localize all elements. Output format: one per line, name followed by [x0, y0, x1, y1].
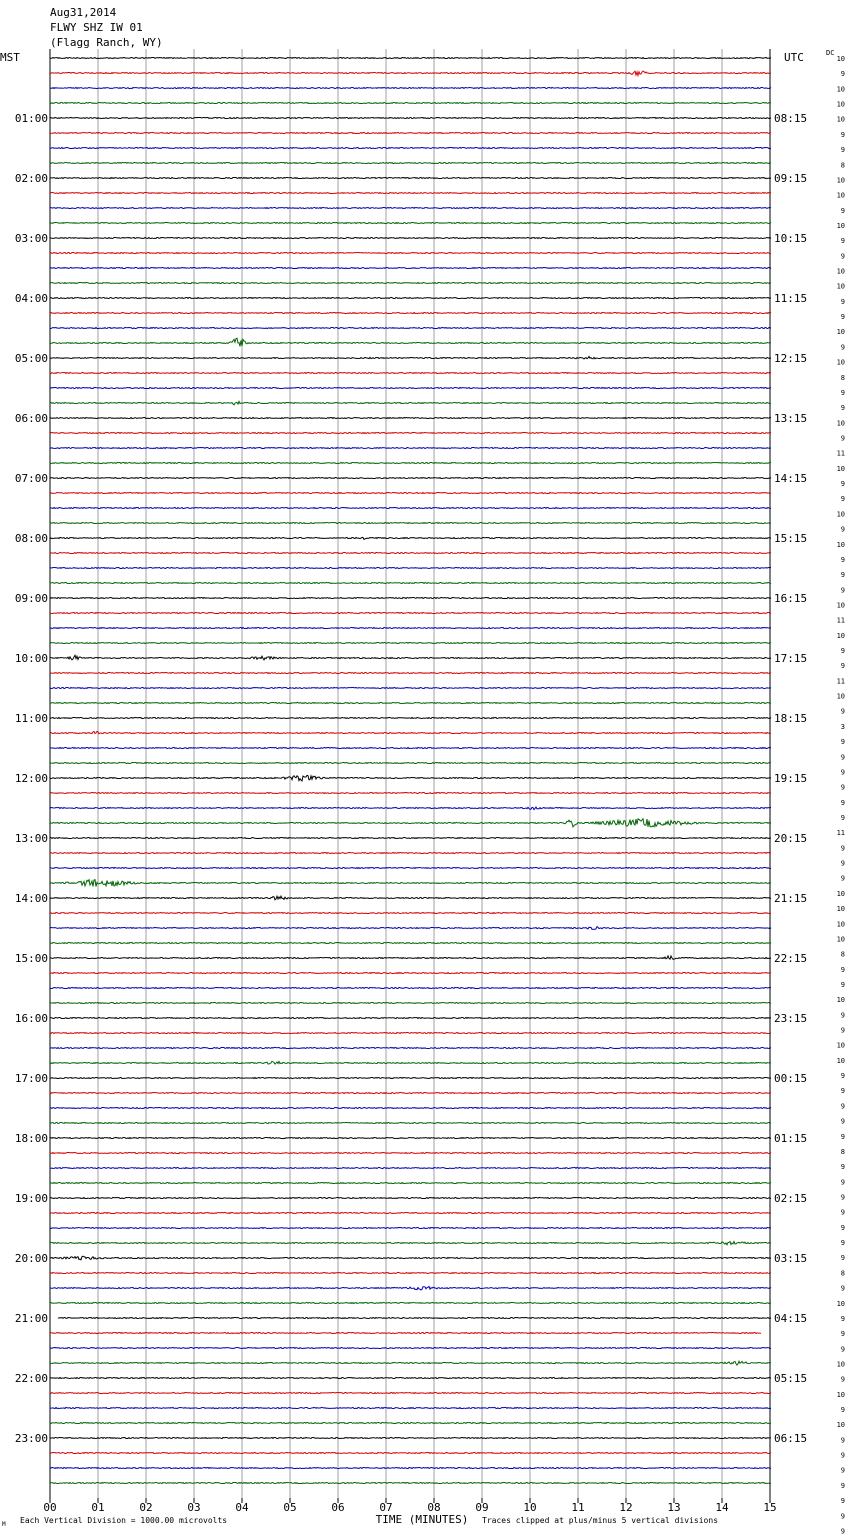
dc-offset-value: 11 — [836, 829, 845, 838]
x-tick-label: 06 — [331, 1501, 345, 1514]
trace-55 — [50, 880, 771, 887]
dc-offset-value: 10 — [836, 540, 845, 549]
trace-76 — [50, 1197, 771, 1198]
mst-label: 18:00 — [14, 1132, 48, 1145]
scale-note: Each Vertical Division = 1000.00 microvolts — [20, 1516, 228, 1525]
mst-label: 16:00 — [14, 1012, 48, 1025]
right-axis-title: UTC — [784, 51, 804, 64]
trace-61 — [50, 972, 771, 973]
utc-label: 19:15 — [774, 772, 808, 785]
trace-4 — [50, 117, 771, 118]
trace-53 — [50, 852, 771, 853]
trace-15 — [50, 282, 771, 283]
location-label: (Flagg Ranch, WY) — [50, 36, 163, 49]
dc-offset-value: 8 — [840, 161, 845, 170]
dc-offset-value: 9 — [840, 1102, 845, 1111]
dc-offset-value: 9 — [840, 480, 845, 489]
trace-54 — [50, 867, 771, 868]
dc-offset-value: 9 — [840, 662, 845, 671]
trace-46 — [50, 747, 771, 748]
utc-label: 05:15 — [774, 1372, 808, 1385]
trace-92 — [50, 1437, 771, 1438]
utc-label: 06:15 — [774, 1432, 808, 1445]
trace-47 — [50, 762, 771, 763]
dc-offset-value: 10 — [836, 100, 845, 109]
mst-label: 02:00 — [14, 172, 48, 185]
dc-offset-value: 9 — [840, 495, 845, 504]
trace-26 — [50, 447, 771, 448]
trace-40 — [50, 655, 771, 660]
x-tick-label: 01 — [91, 1501, 105, 1514]
dc-offset-value: 10 — [836, 191, 845, 200]
dc-offset-value: 9 — [840, 146, 845, 155]
utc-label: 16:15 — [774, 592, 808, 605]
trace-93 — [50, 1452, 771, 1453]
utc-label: 11:15 — [774, 292, 808, 305]
trace-58 — [50, 927, 771, 930]
trace-42 — [50, 687, 771, 688]
dc-offset-value: 10 — [836, 935, 845, 944]
dc-offset-value: 9 — [840, 1512, 845, 1521]
x-tick-label: 15 — [763, 1501, 777, 1514]
dc-offset-value: 10 — [836, 85, 845, 94]
dc-offset-value: 9 — [840, 1011, 845, 1020]
dc-offset-value: 9 — [840, 1406, 845, 1415]
dc-offset-value: 9 — [840, 404, 845, 413]
trace-36 — [50, 597, 771, 598]
trace-51 — [50, 819, 771, 827]
dc-offset-value: 9 — [840, 1026, 845, 1035]
trace-6 — [50, 147, 771, 148]
trace-59 — [50, 942, 771, 943]
x-tick-label: 14 — [715, 1501, 729, 1514]
dc-offset-value: 10 — [836, 55, 845, 63]
trace-69 — [50, 1092, 771, 1093]
dc-offset-value: 10 — [836, 1056, 845, 1065]
trace-79 — [50, 1242, 771, 1245]
utc-hour-labels — [774, 112, 807, 1445]
x-tick-label: 07 — [379, 1501, 393, 1514]
clip-note: Traces clipped at plus/minus 5 vertical divisions — [482, 1516, 719, 1525]
trace-27 — [50, 462, 771, 463]
dc-offset-value: 9 — [840, 1178, 845, 1187]
utc-label: 13:15 — [774, 412, 808, 425]
dc-offset-value: 9 — [840, 707, 845, 716]
dc-offset-value: 10 — [836, 510, 845, 519]
mst-label: 10:00 — [14, 652, 48, 665]
dc-offset-value: 10 — [836, 328, 845, 337]
trace-19 — [50, 338, 771, 346]
dc-offset-value: 9 — [840, 1208, 845, 1217]
dc-offset-value: 9 — [840, 965, 845, 974]
x-tick-label: 03 — [187, 1501, 201, 1514]
dc-offset-value: 9 — [840, 1375, 845, 1384]
mst-label: 09:00 — [14, 592, 48, 605]
trace-66 — [50, 1047, 771, 1048]
trace-88 — [50, 1377, 771, 1378]
utc-label: 14:15 — [774, 472, 808, 485]
trace-81 — [50, 1272, 771, 1273]
dc-offset-value: 11 — [836, 616, 845, 625]
dc-offset-value: 10 — [836, 1299, 845, 1308]
dc-label: DC — [826, 49, 835, 57]
trace-2 — [50, 87, 771, 88]
trace-89 — [50, 1392, 771, 1393]
trace-74 — [50, 1167, 771, 1168]
dc-offset-value: 3 — [840, 722, 845, 731]
x-tick-label: 05 — [283, 1501, 297, 1514]
trace-17 — [50, 312, 771, 313]
utc-label: 15:15 — [774, 532, 808, 545]
mst-label: 15:00 — [14, 952, 48, 965]
mst-label: 03:00 — [14, 232, 48, 245]
x-tick-label: 11 — [571, 1501, 585, 1514]
utc-label: 21:15 — [774, 892, 808, 905]
dc-offset-value: 9 — [840, 434, 845, 443]
utc-label: 01:15 — [774, 1132, 808, 1145]
x-tick-label: 10 — [523, 1501, 537, 1514]
dc-offset-value: 9 — [840, 1481, 845, 1490]
mst-label: 19:00 — [14, 1192, 48, 1205]
dc-offset-value: 9 — [840, 1345, 845, 1354]
dc-offset-value: 10 — [836, 1041, 845, 1050]
x-tick-label: 12 — [619, 1501, 633, 1514]
trace-14 — [50, 267, 771, 268]
dc-offset-value: 10 — [836, 631, 845, 640]
dc-offset-value: 10 — [836, 419, 845, 428]
x-tick-label: 13 — [667, 1501, 681, 1514]
trace-43 — [50, 702, 771, 703]
trace-28 — [50, 477, 771, 478]
trace-71 — [50, 1122, 771, 1123]
dc-offset-value: 9 — [840, 783, 845, 792]
utc-label: 23:15 — [774, 1012, 808, 1025]
dc-offset-value: 9 — [840, 753, 845, 762]
trace-29 — [50, 492, 771, 493]
dc-offset-value: 10 — [836, 464, 845, 473]
dc-offset-value: 9 — [840, 1527, 845, 1534]
trace-84 — [58, 1317, 771, 1318]
mst-label: 12:00 — [14, 772, 48, 785]
trace-90 — [50, 1407, 771, 1408]
trace-0 — [50, 57, 771, 58]
trace-73 — [50, 1152, 771, 1153]
trace-86 — [50, 1347, 771, 1348]
dc-offset-value: 10 — [836, 920, 845, 929]
x-axis-ticks — [43, 1498, 776, 1514]
trace-65 — [50, 1032, 771, 1033]
dc-offset-value: 9 — [840, 738, 845, 747]
trace-3 — [50, 102, 771, 103]
dc-offset-value: 9 — [840, 1087, 845, 1096]
mst-label: 21:00 — [14, 1312, 48, 1325]
dc-offset-value: 9 — [840, 1284, 845, 1293]
dc-offset-value: 9 — [840, 237, 845, 246]
utc-label: 09:15 — [774, 172, 808, 185]
trace-32 — [50, 537, 771, 539]
trace-87 — [50, 1361, 771, 1365]
utc-label: 02:15 — [774, 1192, 808, 1205]
dc-offset-value: 10 — [836, 267, 845, 276]
trace-75 — [50, 1182, 771, 1183]
mst-label: 17:00 — [14, 1072, 48, 1085]
mst-label: 23:00 — [14, 1432, 48, 1445]
dc-offset-value: 10 — [836, 221, 845, 230]
trace-33 — [50, 552, 771, 553]
time-grid — [50, 49, 770, 1498]
trace-70 — [50, 1107, 771, 1108]
corner-mark: M — [2, 1521, 6, 1528]
dc-offset-value: 10 — [836, 176, 845, 185]
dc-offset-value: 9 — [840, 1497, 845, 1506]
trace-20 — [50, 356, 771, 359]
dc-offset-value: 9 — [840, 252, 845, 261]
trace-57 — [50, 912, 771, 913]
dc-offset-value: 9 — [840, 297, 845, 306]
mst-label: 01:00 — [14, 112, 48, 125]
dc-offset-value: 9 — [840, 1132, 845, 1141]
trace-60 — [50, 956, 771, 959]
utc-label: 08:15 — [774, 112, 808, 125]
trace-11 — [50, 222, 771, 223]
dc-offset-value: 9 — [840, 647, 845, 656]
trace-72 — [50, 1137, 771, 1138]
trace-7 — [50, 162, 771, 163]
dc-offset-value: 10 — [836, 692, 845, 701]
trace-8 — [50, 177, 771, 178]
trace-12 — [50, 237, 771, 238]
trace-38 — [50, 627, 771, 628]
dc-offset-value: 9 — [840, 1436, 845, 1445]
dc-offset-value: 10 — [836, 889, 845, 898]
mst-label: 07:00 — [14, 472, 48, 485]
x-tick-label: 04 — [235, 1501, 249, 1514]
trace-31 — [50, 522, 771, 523]
trace-50 — [50, 807, 771, 810]
trace-83 — [50, 1302, 771, 1303]
dc-offset-value: 9 — [840, 874, 845, 883]
dc-offset-value: 10 — [836, 1421, 845, 1430]
mst-hour-labels — [15, 112, 48, 1445]
dc-offset-value: 9 — [840, 1330, 845, 1339]
dc-offset-value: 10 — [836, 905, 845, 914]
trace-39 — [50, 642, 771, 643]
trace-94 — [50, 1467, 771, 1468]
dc-offset-value: 9 — [840, 1451, 845, 1460]
dc-offset-value: 9 — [840, 1072, 845, 1081]
dc-offset-value: 8 — [840, 1269, 845, 1278]
mst-label: 05:00 — [14, 352, 48, 365]
trace-85 — [50, 1332, 761, 1333]
dc-offset-value: 10 — [836, 601, 845, 610]
dc-offset-value: 9 — [840, 768, 845, 777]
dc-offset-value: 9 — [840, 1254, 845, 1263]
dc-offset-value: 9 — [840, 313, 845, 322]
utc-label: 10:15 — [774, 232, 808, 245]
mst-label: 04:00 — [14, 292, 48, 305]
dc-offset-value: 9 — [840, 844, 845, 853]
dc-offset-value: 9 — [840, 1466, 845, 1475]
dc-offset-value: 9 — [840, 555, 845, 564]
dc-offset-value: 8 — [840, 1147, 845, 1156]
x-tick-label: 09 — [475, 1501, 489, 1514]
dc-offset-value: 8 — [840, 950, 845, 959]
station-label: FLWY SHZ IW 01 — [50, 21, 143, 34]
trace-80 — [50, 1256, 771, 1260]
mst-label: 13:00 — [14, 832, 48, 845]
dc-offset-value: 9 — [840, 586, 845, 595]
dc-offset-value: 9 — [840, 388, 845, 397]
dc-offset-value: 9 — [840, 798, 845, 807]
trace-21 — [50, 372, 771, 373]
dc-offset-value: 10 — [836, 358, 845, 367]
dc-offset-value: 9 — [840, 206, 845, 215]
trace-64 — [50, 1017, 771, 1018]
dc-offset-value: 9 — [840, 70, 845, 79]
utc-label: 17:15 — [774, 652, 808, 665]
x-tick-label: 08 — [427, 1501, 441, 1514]
trace-82 — [50, 1286, 771, 1290]
trace-30 — [50, 507, 771, 508]
trace-34 — [50, 567, 771, 568]
dc-offset-value: 9 — [840, 980, 845, 989]
trace-68 — [50, 1077, 771, 1078]
dc-offset-value: 9 — [840, 859, 845, 868]
trace-group — [50, 57, 771, 1483]
dc-offset-value: 11 — [836, 449, 845, 458]
trace-22 — [50, 387, 771, 388]
trace-24 — [50, 417, 771, 418]
trace-44 — [50, 717, 771, 718]
trace-25 — [50, 432, 771, 433]
dc-offset-value: 9 — [840, 1314, 845, 1323]
left-axis-title: MST — [0, 51, 20, 64]
dc-offset-value: 10 — [836, 996, 845, 1005]
dc-offset-value: 9 — [840, 1117, 845, 1126]
dc-offset-value: 9 — [840, 1223, 845, 1232]
dc-offset-value: 9 — [840, 1163, 845, 1172]
dc-offset-value: 9 — [840, 343, 845, 352]
date-label: Aug31,2014 — [50, 6, 117, 19]
trace-48 — [50, 775, 771, 781]
dc-offset-value: 10 — [836, 282, 845, 291]
dc-offset-value: 10 — [836, 1390, 845, 1399]
utc-label: 04:15 — [774, 1312, 808, 1325]
trace-49 — [50, 792, 771, 793]
mst-label: 22:00 — [14, 1372, 48, 1385]
dc-offset-value: 10 — [836, 1360, 845, 1369]
trace-23 — [50, 401, 771, 404]
trace-37 — [50, 612, 771, 613]
dc-offset-value: 9 — [840, 130, 845, 139]
utc-label: 20:15 — [774, 832, 808, 845]
mst-label: 08:00 — [14, 532, 48, 545]
utc-label: 18:15 — [774, 712, 808, 725]
trace-63 — [50, 1002, 771, 1003]
mst-label: 20:00 — [14, 1252, 48, 1265]
dc-offset-value: 8 — [840, 373, 845, 382]
mst-label: 11:00 — [14, 712, 48, 725]
utc-label: 03:15 — [774, 1252, 808, 1265]
trace-52 — [50, 837, 771, 838]
dc-offset-value: 9 — [840, 814, 845, 822]
dc-offset-value: 10 — [836, 115, 845, 124]
mst-label: 14:00 — [14, 892, 48, 905]
dc-offset-value: 9 — [840, 1193, 845, 1202]
trace-35 — [50, 582, 771, 583]
mst-label: 06:00 — [14, 412, 48, 425]
dc-offset-value: 9 — [840, 525, 845, 534]
trace-91 — [50, 1422, 771, 1423]
trace-56 — [50, 896, 771, 900]
trace-16 — [50, 297, 771, 298]
dc-offset-value: 11 — [836, 677, 845, 686]
trace-5 — [50, 132, 771, 133]
utc-label: 00:15 — [774, 1072, 808, 1085]
trace-1 — [50, 71, 771, 75]
dc-offset-labels — [837, 55, 845, 1534]
trace-45 — [50, 731, 771, 733]
trace-13 — [50, 252, 771, 253]
x-tick-label: 02 — [139, 1501, 153, 1514]
dc-offset-value: 9 — [840, 571, 845, 580]
trace-67 — [50, 1061, 771, 1064]
trace-41 — [50, 672, 771, 673]
utc-label: 12:15 — [774, 352, 808, 365]
trace-9 — [50, 192, 771, 193]
dc-offset-value: 9 — [840, 1239, 845, 1248]
x-tick-label: 00 — [43, 1501, 57, 1514]
trace-78 — [50, 1227, 771, 1228]
x-axis-label: TIME (MINUTES) — [375, 1513, 469, 1526]
trace-18 — [50, 327, 771, 328]
trace-77 — [50, 1212, 771, 1213]
utc-label: 22:15 — [774, 952, 808, 965]
trace-95 — [50, 1482, 771, 1483]
trace-62 — [50, 987, 771, 988]
trace-10 — [50, 207, 771, 208]
